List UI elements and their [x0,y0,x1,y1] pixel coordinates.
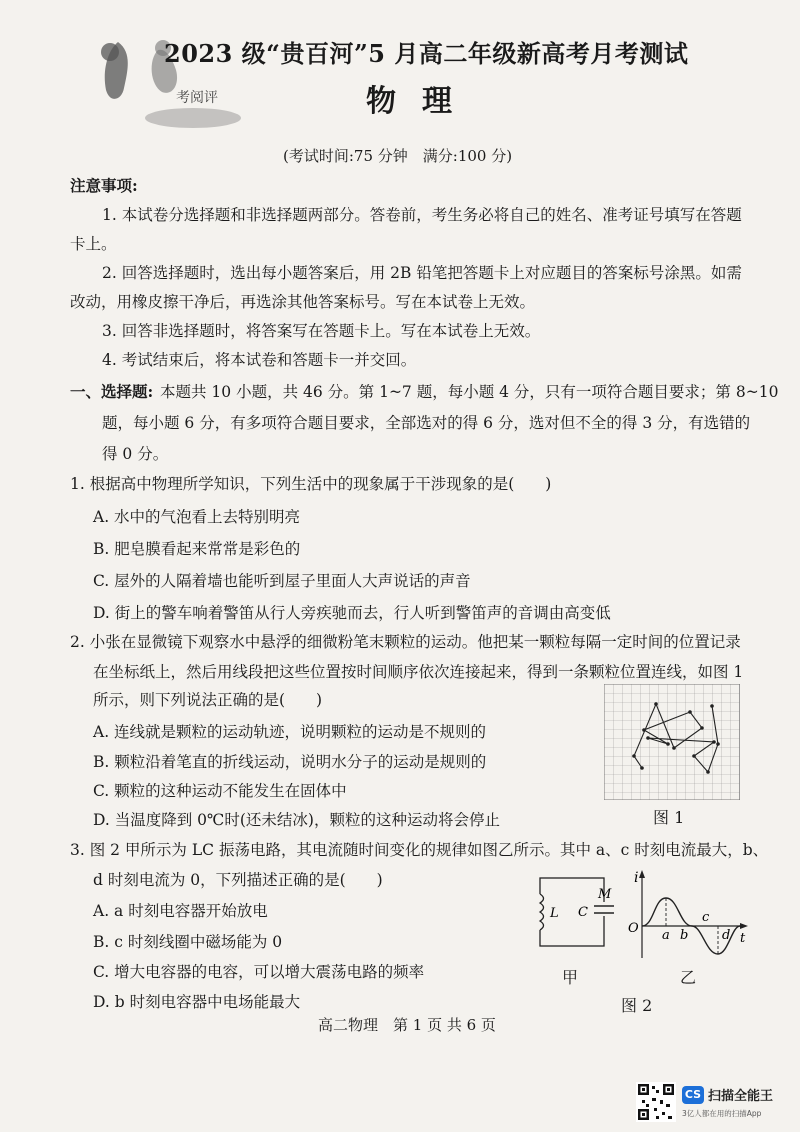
logo-text: 考阅评 [176,90,218,106]
q2-option-b: B. 颗粒沿着笔直的折线运动，说明水分子的运动是规则的 [93,753,487,771]
circuit-label-l: L [550,906,559,921]
figure-2-graph-caption: 乙 [680,968,697,987]
figure-2-caption: 图 2 [621,996,653,1015]
section-instructions: 本题共 10 小题，共 46 分。第 1~7 题，每小题 4 分，只有一项符合题目要求；第 8~10 [160,383,779,401]
graph-label-i: i [634,870,639,886]
subject-title: 物理 [366,84,478,119]
camscanner-logo-icon: CS [682,1086,704,1104]
graph-label-t: t [740,931,746,946]
q3-stem: 3. 图 2 甲所示为 LC 振荡电路，其电流随时间变化的规律如图乙所示。其中 a、c 时刻电流最大，b、 [70,841,769,859]
figure-2-lc-circuit [528,872,620,968]
note-item: 改动，用橡皮擦干净后，再选涂其他答案标号。写在本试卷上无效。 [70,293,536,311]
page-footer: 高二物理 第 1 页 共 6 页 [318,1016,496,1034]
q2-stem: 在坐标纸上，然后用线段把这些位置按时间顺序依次连接起来，得到一条颗粒位置连线，如图 1 [93,663,744,681]
notes-heading: 注意事项: [70,176,138,195]
note-item: 4. 考试结束后，将本试卷和答题卡一并交回。 [102,351,417,369]
q2-stem: 所示，则下列说法正确的是( ) [93,691,323,709]
figure-1-brownian-grid [604,684,740,800]
figure-2-circuit-caption: 甲 [562,968,579,987]
q3-stem: d 时刻电流为 0，下列描述正确的是( ) [93,871,383,889]
note-item: 2. 回答选择题时，选出每小题答案后，用 2B 铅笔把答题卡上对应题目的答案标号涂黑。如需 [102,264,742,282]
q2-option-c: C. 颗粒的这种运动不能发生在固体中 [93,782,347,800]
section-heading: 一、选择题: [70,382,154,401]
graph-label-o: O [628,921,639,936]
q1-option-b: B. 肥皂膜看起来常常是彩色的 [93,540,301,558]
figure-1-caption: 图 1 [653,808,685,827]
note-item: 3. 回答非选择题时，将答案写在答题卡上。写在本试卷上无效。 [102,322,541,340]
note-item: 1. 本试卷分选择题和非选择题两部分。答卷前，考生务必将自己的姓名、准考证号填写在答题 [102,206,742,224]
q1-option-c: C. 屋外的人隔着墙也能听到屋子里面人大声说话的声音 [93,572,471,590]
q1-option-d: D. 街上的警车响着警笛从行人旁疾驰而去，行人听到警笛声的音调由高变低 [93,604,611,622]
q1-option-a: A. 水中的气泡看上去特别明亮 [93,508,301,526]
q2-option-d: D. 当温度降到 0℃时(还未结冰)，颗粒的这种运动将会停止 [93,811,500,829]
graph-label-d: d [722,928,731,943]
scanner-app-badge [636,1080,796,1126]
graph-label-a: a [662,928,670,943]
app-name: 扫描全能王 [708,1089,774,1104]
exam-info: (考试时间:75 分钟 满分:100 分) [283,147,513,165]
q3-option-c: C. 增大电容器的电容，可以增大震荡电路的频率 [93,963,425,981]
q3-option-d: D. b 时刻电容器中电场能最大 [93,993,301,1011]
figure-2-current-graph [622,866,752,966]
exam-title: 2023 级“贵百河”5 月高二年级新高考月考测试 [164,39,689,68]
section-instructions: 得 0 分。 [102,445,169,463]
q2-stem: 2. 小张在显微镜下观察水中悬浮的细微粉笔末颗粒的运动。他把某一颗粒每隔一定时间的位置记录 [70,633,741,651]
qr-code-icon [636,1082,676,1122]
q1-stem: 1. 根据高中物理所学知识，下列生活中的现象属于干涉现象的是( ) [70,475,552,493]
graph-label-c: c [702,910,710,925]
q2-option-a: A. 连线就是颗粒的运动轨迹，说明颗粒的运动是不规则的 [93,723,487,741]
graph-label-b: b [680,928,689,943]
q3-option-b: B. c 时刻线圈中磁场能为 0 [93,933,283,951]
note-item: 卡上。 [70,235,117,253]
q3-option-a: A. a 时刻电容器开始放电 [93,902,268,920]
app-tagline: 3亿人都在用的扫描App [682,1109,762,1118]
circuit-label-m: M [598,887,612,902]
circuit-label-c: C [578,905,588,920]
section-instructions: 题，每小题 6 分，有多项符合题目要求，全部选对的得 6 分，选对但不全的得 3 分，有选错的 [102,414,751,432]
